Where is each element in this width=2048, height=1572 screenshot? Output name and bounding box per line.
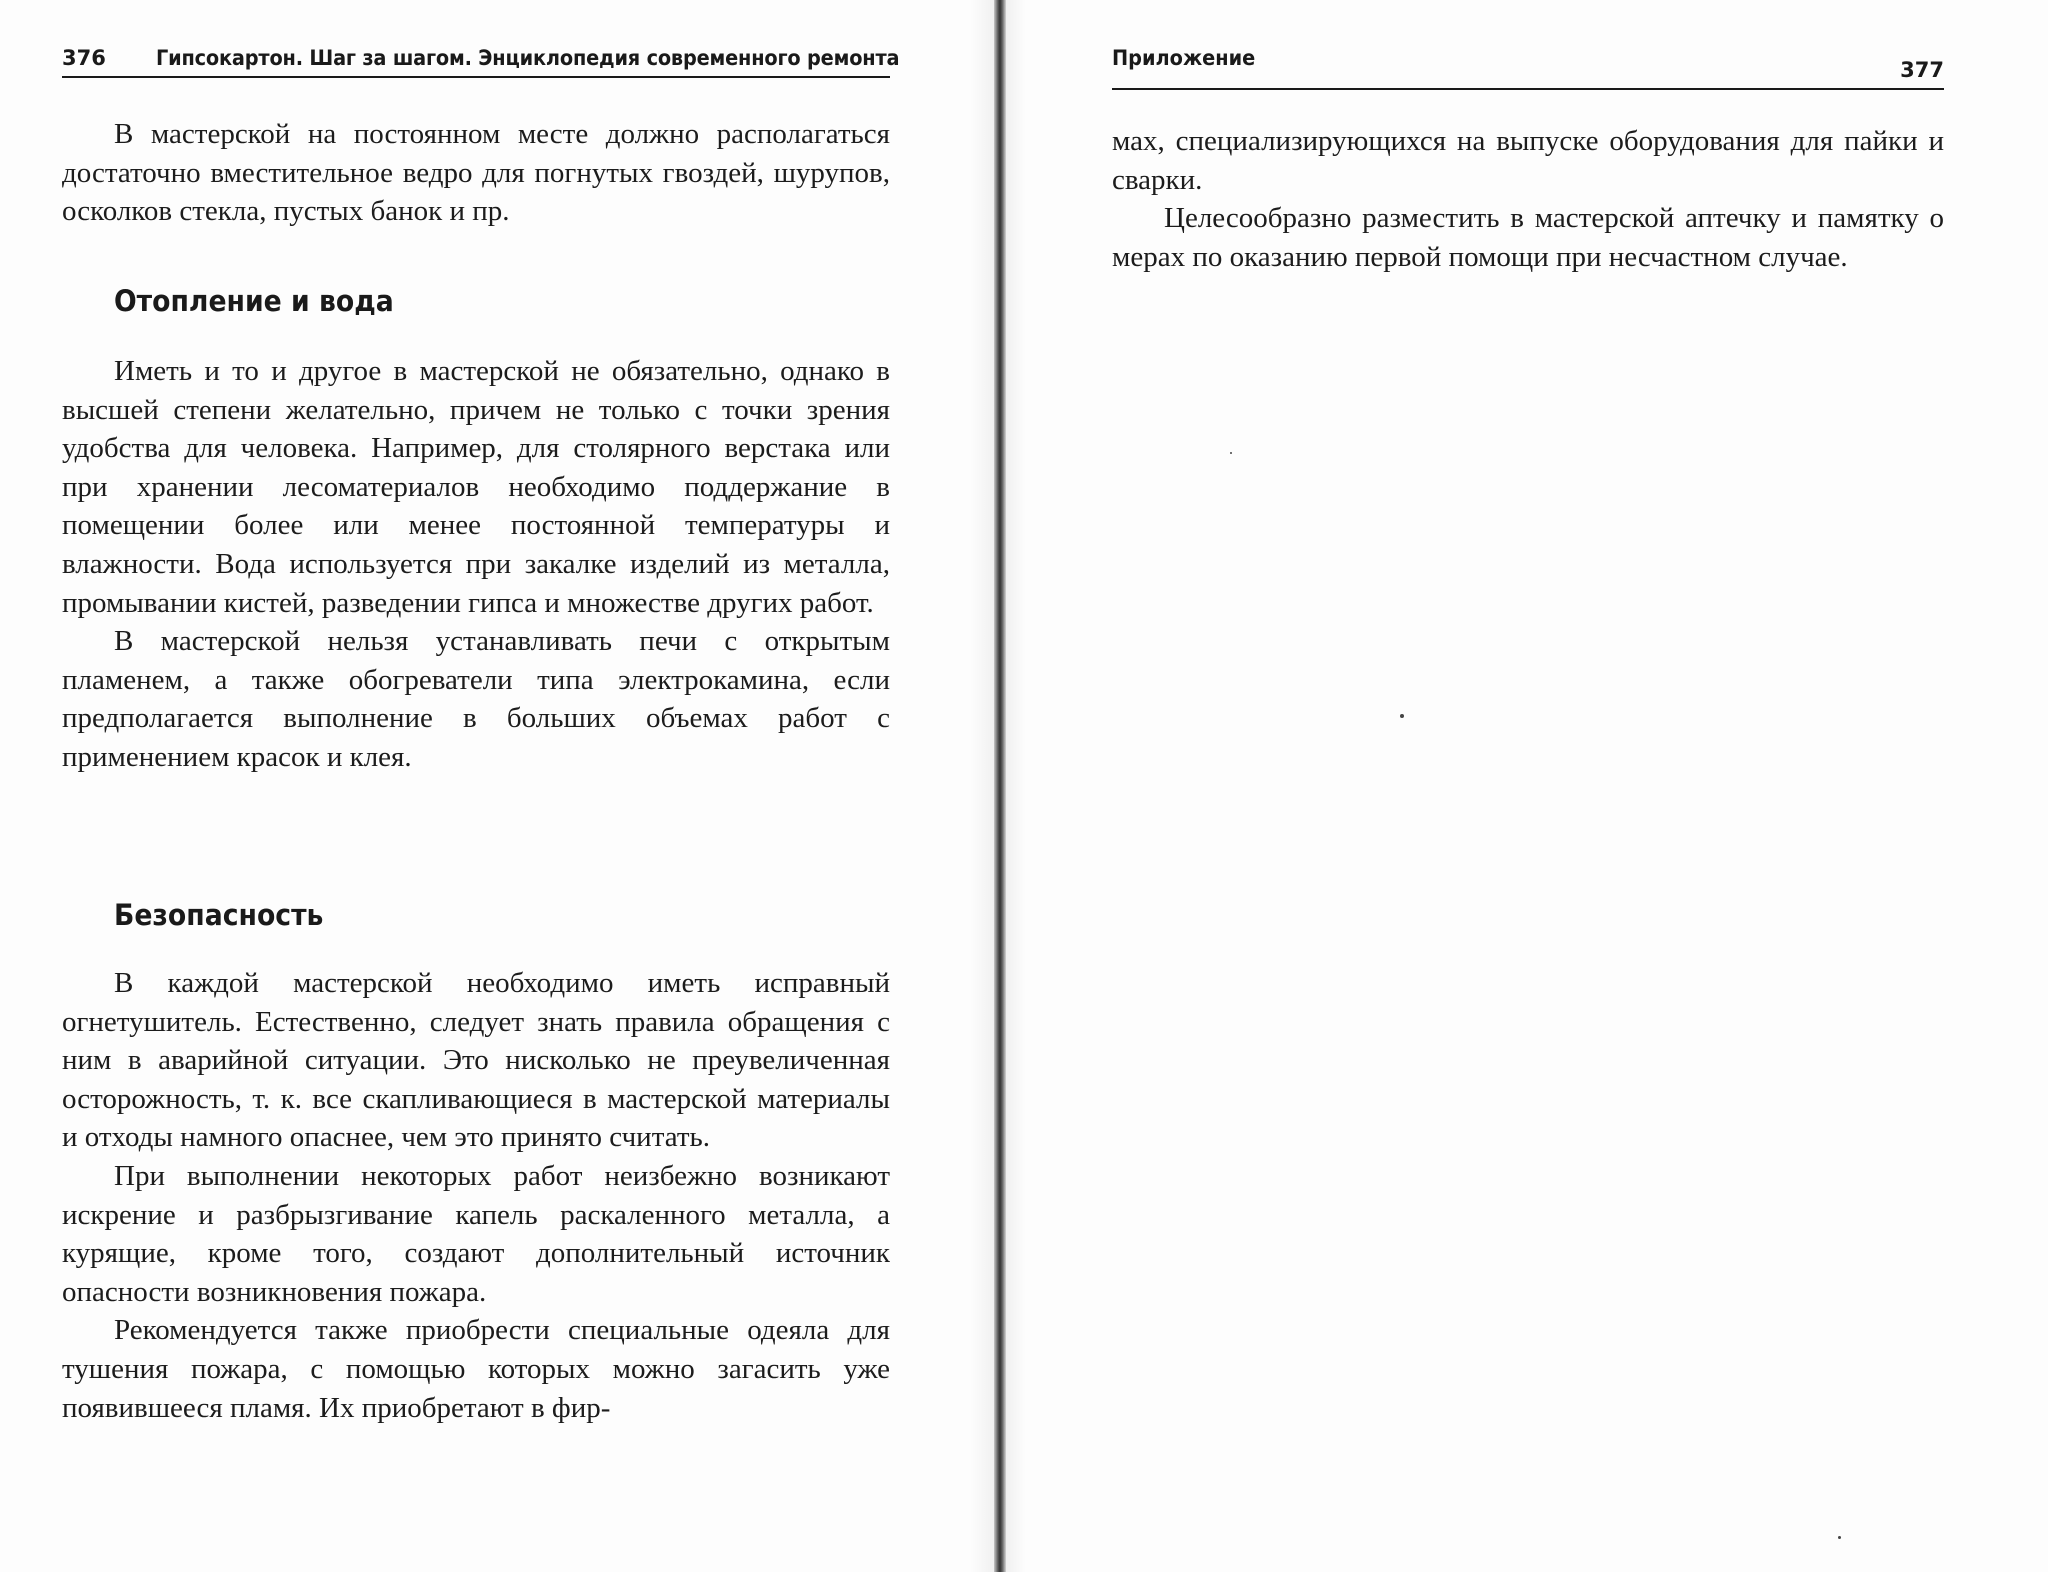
safety-section-text: [62, 964, 890, 1427]
safety-paragraph-2: При выполнении некоторых работ неизбежно возникают искрение и разбрызгивание капель раскаленного металла, а курящие, кроме того, создают дополнительный источник опасности возникновения пожара.: [62, 1159, 890, 1308]
heating-paragraph-2: В мастерской нельзя устанавливать печи с открытым пламенем, а также обогреватели типа электрокамина, если предполагается выполнение в больших объемах работ с применением красок и клея.: [62, 625, 890, 773]
left-page-number: 376: [62, 46, 106, 70]
right-page-number: 377: [1900, 58, 1944, 82]
scan-speck: [1230, 452, 1232, 454]
safety-paragraph-3: Рекомендуется также приобрести специальные одеяла для тушения пожара, с помощью которых можно загасить уже появившееся пламя. Их приобретают в фир-: [62, 1314, 890, 1424]
heating-paragraph-1: Иметь и то и другое в мастерской не обязательно, однако в высшей степени желательно, причем не только с точки зрения удобства для человека. Например, для столярного верстака или при хранении лесоматериалов необходимо поддержание в помещении более или менее постоянной температуры и влажности. Вода используется при закалке изделий из металла, промывании кистей, разведении гипса и множестве других работ.: [62, 355, 890, 619]
right-running-header: [1112, 44, 1944, 90]
intro-paragraph: В мастерской на постоянном месте должно располагаться достаточно вместительное ведро для погнутых гвоздей, шурупов, осколков стекла, пустых банок и пр.: [62, 118, 890, 228]
book-gutter: [994, 0, 1006, 1572]
scan-speck: [1400, 714, 1404, 718]
intro-text: [62, 115, 890, 231]
right-paragraph-first-aid: Целесообразно разместить в мастерской аптечку и памятку о мерах по оказанию первой помощи при несчастном случае.: [1112, 202, 1944, 273]
right-paragraph-continued: мах, специализирующихся на выпуске оборудования для пайки и сварки.: [1112, 125, 1944, 196]
heading-heating-water: Отопление и вода: [114, 284, 394, 318]
right-running-title: Приложение: [1112, 46, 1256, 70]
left-running-title: Гипсокартон. Шаг за шагом. Энциклопедия современного ремонта: [156, 46, 900, 70]
right-page-text: [1112, 122, 1944, 276]
left-running-header: [62, 44, 900, 78]
safety-paragraph-1: В каждой мастерской необходимо иметь исправный огнетушитель. Естественно, следует знать правила обращения с ним в аварийной ситуации. Это нисколько не преувеличенная осторожность, т. к. все скапливающиеся в мастерской материалы и отходы намного опаснее, чем это принято считать.: [62, 967, 890, 1154]
right-page: [1006, 0, 2048, 1572]
heating-section-text: [62, 352, 890, 777]
left-page: [0, 0, 994, 1572]
scan-speck: [1838, 1536, 1841, 1539]
heading-safety: Безопасность: [114, 898, 324, 932]
